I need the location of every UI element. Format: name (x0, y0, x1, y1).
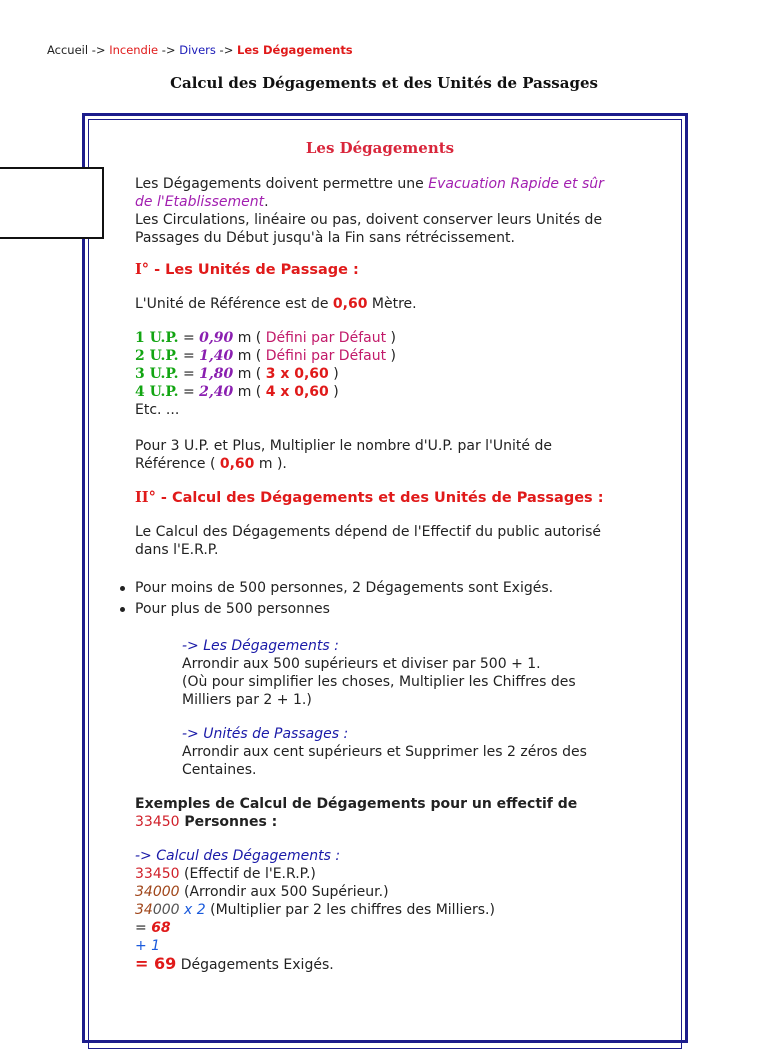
part1-heading-text: - Les Unités de Passage : (149, 262, 359, 278)
example-note: (Effectif de l'E.R.P.) (179, 866, 316, 882)
up-eq: = (178, 330, 200, 346)
example-calc-title: -> Calcul des Dégagements : (135, 848, 341, 864)
up-rule (135, 437, 625, 473)
breadcrumb (47, 43, 353, 57)
up-unit: m ( (233, 384, 266, 400)
reference-unit-text: Mètre. (367, 296, 417, 312)
up-rule-text: Pour 3 U.P. et Plus, Multiplier le nombre d'U.P. par l'Unité de Référence ( (135, 438, 552, 472)
part1-heading (135, 261, 625, 279)
up-rule-value: 0,60 (219, 456, 255, 472)
example-result (135, 955, 625, 974)
up-close: ) (386, 348, 396, 364)
list-item: Pour plus de 500 personnes (135, 600, 625, 618)
part2-roman: II° (135, 489, 156, 506)
breadcrumb-separator: -> (215, 43, 237, 57)
example-multiplier: x 2 (179, 902, 206, 918)
article-content (135, 139, 625, 974)
example-heading (135, 795, 625, 831)
reference-value: 0,60 (332, 296, 368, 312)
up-unit: m ( (233, 348, 266, 364)
section-title: Les Dégagements (305, 139, 455, 157)
breadcrumb-incendie-link[interactable]: Incendie (109, 43, 159, 57)
intro-highlight: Evacuation Rapide et sûr de l'Etablissement (135, 176, 604, 210)
up-eq: = (178, 348, 200, 364)
degagements-rule-line: (Où pour simplifier les choses, Multiplier les Chiffres des Milliers par 2 + 1.) (182, 674, 576, 708)
example-line (135, 883, 625, 901)
up-row (135, 347, 625, 365)
up-etc: Etc. ... (135, 402, 180, 418)
intro-text: Les Dégagements doivent permettre une (135, 176, 429, 192)
up-label: 4 U.P. (135, 384, 179, 400)
example-heading-unit: Personnes : (179, 814, 278, 830)
up-rule-title: -> Unités de Passages : (182, 726, 349, 742)
example-value: 33450 (135, 866, 180, 882)
page-title: Calcul des Dégagements et des Unités de Passages (170, 74, 598, 92)
intro-paragraph (135, 175, 625, 211)
up-unit: m ( (233, 366, 266, 382)
example-calc (135, 847, 625, 974)
example-note: (Multiplier par 2 les chiffres des Milliers.) (205, 902, 495, 918)
example-value-zeros: 000 (152, 902, 180, 918)
example-value: 68 (151, 920, 171, 936)
example-line (135, 865, 625, 883)
up-close: ) (328, 366, 339, 382)
up-note: 4 x 0,60 (265, 384, 329, 400)
up-eq: = (178, 384, 200, 400)
example-heading-text: Exemples de Calcul de Dégagements pour un effectif de (135, 796, 578, 812)
up-note: 3 x 0,60 (265, 366, 329, 382)
up-rule-unit: m ). (254, 456, 287, 472)
breadcrumb-current: Les Dégagements (237, 43, 353, 57)
up-unit: m ( (233, 330, 266, 346)
up-row (135, 329, 625, 347)
example-result-note: Dégagements Exigés. (176, 957, 334, 973)
breadcrumb-separator: -> (158, 43, 180, 57)
up-row (135, 383, 625, 401)
intro-period: . (264, 194, 269, 210)
side-box-decoration (0, 167, 104, 239)
example-line (135, 901, 625, 919)
up-close: ) (328, 384, 339, 400)
up-value: 0,90 (199, 330, 234, 346)
reference-text: L'Unité de Référence est de (135, 296, 333, 312)
up-label: 2 U.P. (135, 348, 179, 364)
up-value: 2,40 (199, 384, 234, 400)
example-line (135, 919, 625, 937)
up-value: 1,80 (199, 366, 234, 382)
degagements-rule-line: Arrondir aux 500 supérieurs et diviser par 500 + 1. (182, 656, 541, 672)
part2-heading (135, 489, 625, 507)
intro-paragraph-2: Les Circulations, linéaire ou pas, doivent conserver leurs Unités de Passages du Début jusqu'à la Fin sans rétrécissement. (135, 212, 603, 246)
example-heading-value: 33450 (135, 814, 180, 830)
example-eq: = (135, 920, 152, 936)
part2-heading-text: - Calcul des Dégagements et des Unités de Passages : (155, 490, 604, 506)
degagements-rule (135, 637, 625, 779)
up-list (135, 329, 625, 419)
example-value: 34 (135, 902, 153, 918)
up-eq: = (178, 366, 200, 382)
bullet-list (135, 579, 625, 618)
degagements-rule-title: -> Les Dégagements : (182, 638, 339, 654)
example-value: 34000 (135, 884, 180, 900)
breadcrumb-separator: -> (88, 43, 110, 57)
up-note: Défini par Défaut (265, 330, 387, 346)
up-rule-line: Arrondir aux cent supérieurs et Supprimer les 2 zéros des Centaines. (182, 744, 587, 778)
up-label: 3 U.P. (135, 366, 179, 382)
breadcrumb-home-link[interactable]: Accueil (47, 43, 89, 57)
part2-intro: Le Calcul des Dégagements dépend de l'Effectif du public autorisé dans l'E.R.P. (135, 524, 602, 558)
up-value: 1,40 (199, 348, 234, 364)
reference-unit (135, 295, 625, 313)
up-label: 1 U.P. (135, 330, 179, 346)
list-item: Pour moins de 500 personnes, 2 Dégagements sont Exigés. (135, 579, 625, 597)
part1-roman: I° (135, 261, 150, 278)
up-row (135, 365, 625, 383)
breadcrumb-divers-link[interactable]: Divers (179, 43, 216, 57)
up-close: ) (386, 330, 396, 346)
up-note: Défini par Défaut (265, 348, 387, 364)
example-line: + 1 (135, 938, 161, 954)
example-result-value: = 69 (135, 954, 177, 973)
example-note: (Arrondir aux 500 Supérieur.) (179, 884, 389, 900)
